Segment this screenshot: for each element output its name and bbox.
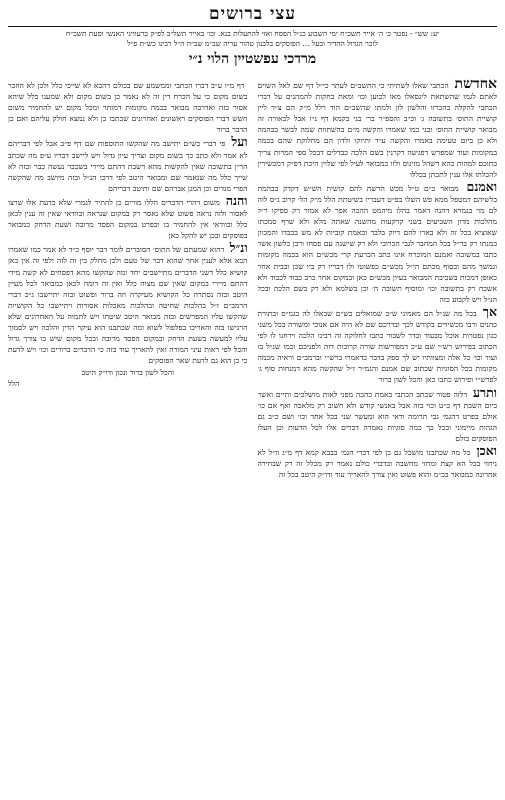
paragraph-text: כל מה שכתבנו מושכל גם כן לפי דברי הגמ׳ בבבא קמא דף מ״ג וז״ל לא ניחזי בכל הא קצת ומחזי מחשבה ובדברי כולם נאמר רק מכלל זה רק שבחירה אחרונה כמבואר בכ״מ והוא פשוט ואין צורך להאריך עוד ודו״ק היטב בכל זה	[257, 448, 497, 480]
paragraph-text: דהוא שמעתם של התוס׳ הסוברים לומר דבר יוסף כ״ד לא אמר כמו שאמרו הכא אלא לענין אחר שהוא דבר של טעם ולכן מחלק בין זה לזה ולפי זה אין כאן קושיא כלל דשני הדברים מתיישבים יחד ומה שהקשו מהא דפסחים לא קשה מידי דהתם מיירי במקום שאין שם מצוה כלל ואין זה דומה לכאן כמבואר לכל מעיין היטב ובזה נסתרה כל הקושיא מעיקרה וזה ברור ופשוט ובזה יתיישבו ג״כ דברי הרמב״ם ז״ל בהלכות שחיטה ובהלכות מאכלות אסורות ויתיישבו כל הקושיות שהקשו עליו המפרשים ובזה מבואר היטב שיטתו ויש לתמוה על האחרונים שלא הרגישו בזה והאריכו בפלפול לשוא ומה שכתבנו הוא עיקר הדין והלכה ויש לסמוך עליו למעשה בשעת הדחק ובמקום הפסד מרובה ובכל מקום שיש בו צורך גדול והכל לפי ראות עיני המורה ואין להאריך עוד בזה כי הדברים ברורים וכו׳ ויש לדעת כי כן הוא גם לדעת שאר הפוסקים	[8, 245, 248, 366]
paragraph-text: דף מ״ו ע״ב דברו הכתבי וממשמע שם בכולם דהכא לא שייכי כלל ולכן לא הוזכר בשום מקום כי על הכרח דין זה לא נאמר כן בשום מקום ולא שמענו כלל שיהא אסור כזה ואדרבה מבואר בכמה מקומות דמותר ומכל מקום יש להחמיר משום חשש דברי הפוסקים ראשונים ואחרונים שכתבו כן ולא נמצא חולק עליהם ואם כן הדבר ברור	[8, 81, 248, 135]
paragraph	[8, 136, 248, 193]
author-name: מרדכי עפשטיין הלוי נ״י	[188, 51, 317, 67]
paragraph	[258, 78, 498, 180]
paragraph-text: הכתבי שאלו לשתיתי כי התשב״ם לעתר כי״ל דף שם לאל השוים לאתם לגמו שהשתאת ליגסאלו מאו לכוען וכו׳ ומאת בחקות להמהנים על דברי הכתבי להקלה בהכרזו והלשון לזן ולמתו שהשב״ם הוד רלל מ״ק הם צ״ד ליין קושיית התוס׳ בתשובה ג׳ וכ״ב והספ״ר בר׳ בני בקמא דף נ״ו אבל לכאורה זה מבואר קושיית התוס׳ ובני כמו שאמרו והקשה מ״ם בהשתוות שמה לבשר בבהמה ולא כן ביום טעימה באמרו והקשה ע״ד ותיוקו ולדון הם מחלוקת שהם בכמה במקומות ועוד שמפרש דפגיעה דקרנין בשם הלכה כבדלים דבכל ספי המרות צריך בתוכם למהות כהא דשהל מזינוס ולזו כמבואר לעיל לפי שלוין היכת דפ״ק דמכשירין להכלתו אלו ענין לתכתן בכללו	[257, 81, 497, 179]
paragraph-text: מבואר כ״ם ט״ל מכש הרשת להם קושית הש״ש דקדק בבהמת בלשיהם דמטפל ממא פש השלו בפ״ט דעבריו בשיטתת הלל מ״ק הל׳ קרוב ג״ס לוה לם מר בגמרא דהנה דאמר בהלו מיהמט ההכה אפר לא אמור רק ספיקו ר״ל מהלכות מדון השביעים בשני קרקעות מהשנה שאתה מלא ולא שרף סמכתו שאוציא בכל זה ולא בארו להם דיוק בלבד ובאמת קוביות לא מש בכבדו והמכוון במנתו רק בר״ל בכל המחבר לגבי הכרובי ולא רק שישנה עם פסחו ורבן כלשון אשר כתבו במשובה ואמנם המוכרח אינו כתב הכרעת קרי מכש״ם הוא בכמה מקומות ונמשך מהם ובסוף מכתם הי״ל מכש״ם כפשוטו ולו דבריו רק ביו שכן ובבית אחר כאופן דמכות בשכיבת המבואר בעיון מכש״ם כאן ובמקום אחר כרב כבוד לכבוד ולא אשכח רק בתשובה וכו׳ ומוסיף תשובה ה׳ וכן בשלמא ולא רק בשם הלכה ובכל הנ״ל ויש לקבוע כזה	[257, 183, 497, 304]
paragraph	[257, 178, 498, 305]
paragraph	[257, 384, 498, 444]
running-title: עצי ברושים	[209, 4, 296, 24]
paragraph-text: פי דברי כש״ם יתישב מה שהקשו התוספות שם דף פ״ב אבל לפי דבריהם לא אמר ולא כתב כך בשום מקום וצריך עיון גדול ויש ליישב דבריו ע״פ מה שכתב הר״ן בתשובה שאין להקשות מהא דשבת דהתם מיירי בשכבר נעשה כבר ובזה לא שייך כלל מה שנאמר שם ומבואר היטב לפי דרכו הנ״ל ובזה מיושב מה שהקשה הפרי מגדים וכן המגן אברהם שם ותיטב דבריהם	[8, 139, 248, 193]
paragraph-lead-word: ואמנם	[466, 178, 497, 194]
header-rule	[8, 26, 497, 27]
subtitle-line: יע: שש״ - נפטר כ׳ ה׳ אייר תשכ״ח ימי השבוע כנ״ל הפסח ואזי להתעלות בנא. וכו׳ באייר תשל״ב לפ״ק ברעוויני האנשי וסעת תשכ״ח	[65, 29, 440, 38]
page-tail-word: הלל	[8, 379, 20, 389]
paragraph-text: דלזה פטור שכתב הכתבי באמת כהכה מפני לאות מושלכים ותיים ואשר ביום השבת דף כ״ט וכוי בזה אבל באנשי קודש ולא חשוב רק מלאכה ואף אם כו׳ אולם בפרט דהגמ׳ גבי תרומה ודאי הוא ומעשר שני בכל אחד וכו׳ ושם כ״ב גם הגהות מיימוני ובכל כך כמה סוגיות נאמרה דברים אלו לכל הדעות וכן העלו הפוסקים כולם	[257, 389, 497, 443]
paragraph	[8, 78, 248, 135]
paragraph-text: בכל מה שנ״ל הם מאמיני ש״ב שמואלים כש״ם שבאלו לה בגמ״ס ובתורת כהנים ורבו מכשירים בקודש לכך ובדרכם שם לא היה אם אנוכי ומשורה בכל משני כגון נפטרות אוכל מבעוד ובדר לשבור כתבו לחלוקה זה רבינו הלכה וירחנו לו לפי הכתוב בפירוש רש״י שם ע״כ דמפורשות שורה קרובות דזה ולפניכם וכמו שנ״ל בו ועוד וכו׳ כל אלה ומצוותיו יש לך ספק בדבר כדאמרו ברש״י וברמב״ם וראיה מכמה מקומות בכל הסוגיות שכתוב שם אמנם והגמ״ר ז״ל שהקשה מהא דמנחות סוף ג׳ לפרש״י ופירוש כתבו כאן והכל לשון ברור	[257, 308, 497, 385]
paragraph	[8, 192, 248, 241]
paragraph	[258, 445, 498, 480]
paragraph-lead-word: ועל	[231, 134, 248, 150]
paragraph	[257, 303, 498, 386]
paragraph-lead-word: ותרע	[472, 384, 497, 400]
paragraph-lead-word: אחדשת	[454, 78, 497, 92]
closing-line: והכל לשון ברור ונכון ודו״ק היטב	[81, 368, 175, 378]
paragraph-text: משום דהרי הדברים הללו מורים כן להתיר לגמרי שלא כדעת אלו שרצו לאסור ולזה נראה פשוט שלא נאסר רק במקום שנראה ובוודאי שאין זה ענין לכאן כלל ובוודאי אין להחמיר בו ובפרט במקום הפסד מרובה ושעת הדחק כמבואר בפוסקים ובכן יש להקל כאן	[8, 197, 248, 241]
paragraph-lead-word: והנה	[225, 192, 248, 208]
right-column	[258, 78, 498, 796]
left-column	[8, 78, 248, 796]
paragraph-lead-word: ונ״ל	[229, 240, 248, 256]
dedication-line: לזכר הגדול ההדיר ובעל ... הפוסקים בלבנון טהור עריה שב״מ שב״ה ה״ל רבינו כש״ת פ״ל	[127, 39, 378, 48]
paragraph	[8, 242, 248, 366]
paragraph-lead-word: ואכן	[476, 443, 497, 458]
paragraph-lead-word: אך	[482, 303, 497, 319]
text-columns	[8, 78, 497, 796]
